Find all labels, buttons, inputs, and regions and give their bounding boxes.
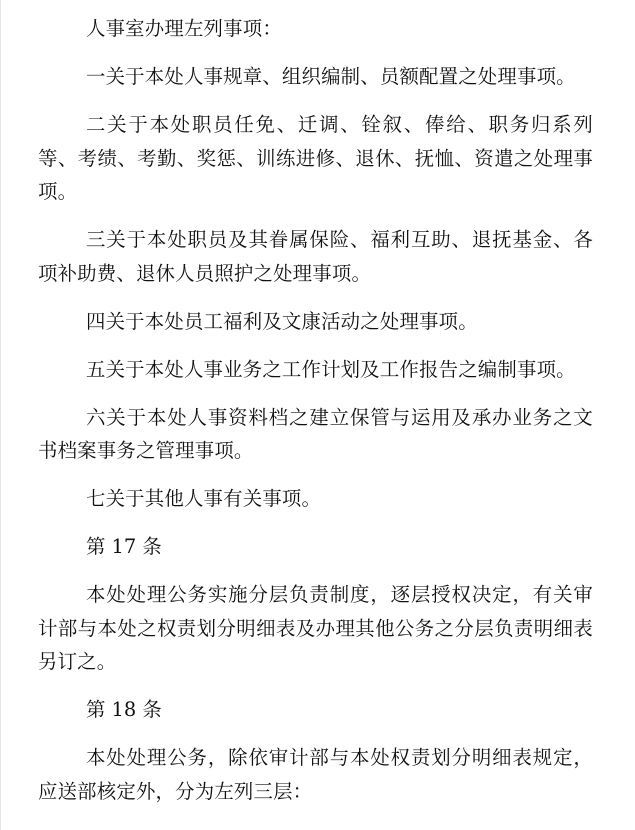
item-1-paragraph: 一关于本处人事规章、组织编制、员额配置之处理事项。 — [86, 65, 576, 88]
intro-paragraph: 人事室办理左列事项： — [86, 17, 282, 40]
item-3-paragraph: 三关于本处职员及其眷属保险、福利互助、退抚基金、各项补助费、退休人员照护之处理事项。 — [38, 228, 593, 285]
article-17-paragraph: 本处处理公务实施分层负责制度，逐层授权决定，有关审计部与本处之权责划分明细表及办理其他公务之分层负责明细表另订之。 — [38, 583, 593, 673]
item-4-paragraph: 四关于本处员工福利及文康活动之处理事项。 — [86, 309, 478, 333]
item-7-paragraph: 七关于其他人事有关事项。 — [86, 487, 322, 510]
document-body — [38, 12, 593, 823]
item-5-paragraph: 五关于本处人事业务之工作计划及工作报告之编制事项。 — [86, 357, 576, 381]
article-18-heading: 第 18 条 — [86, 698, 162, 721]
item-2-paragraph: 二关于本处职员任免、迁调、铨叙、俸给、职务归系列等、考绩、考勤、奖惩、训练进修、退休、抚恤、资遣之处理事项。 — [38, 113, 593, 203]
article-17-heading: 第 17 条 — [86, 535, 162, 558]
item-6-paragraph: 六关于本处人事资料档之建立保管与运用及承办业务之文书档案事务之管理事项。 — [38, 405, 593, 462]
article-18-paragraph: 本处处理公务，除依审计部与本处权责划分明细表规定，应送部核定外，分为左列三层： — [38, 746, 593, 803]
